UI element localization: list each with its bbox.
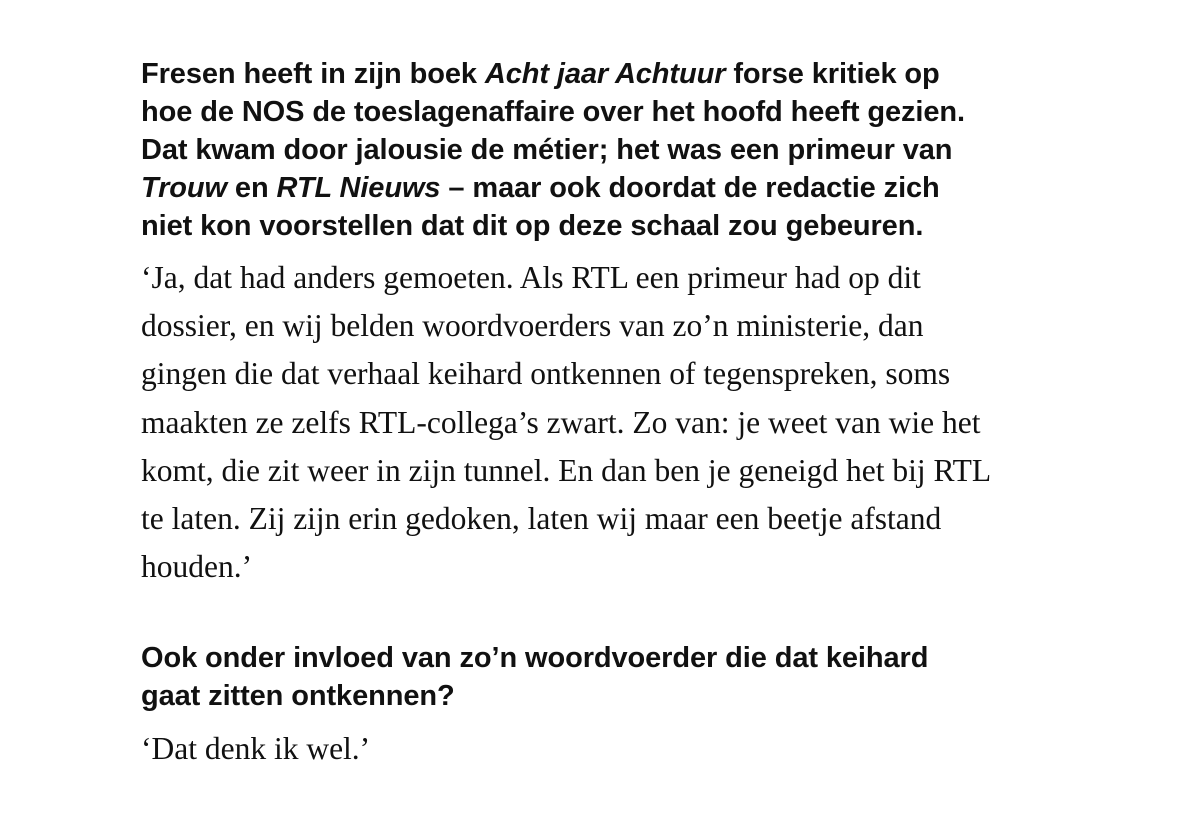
interview-answer-2 [141, 725, 1121, 773]
book-title: Acht jaar Achtuur [484, 58, 726, 90]
broadcaster-name: RTL Nieuws [276, 172, 441, 204]
answer-line: dossier, en wij belden woordvoerders van zo’n ministerie, dan [141, 308, 924, 344]
answer-line: houden.’ [141, 549, 253, 585]
answer-line: te laten. Zij zijn erin gedoken, laten wij maar een beetje afstand [141, 501, 942, 537]
answer-line: maakten ze zelfs RTL-collega’s zwart. Zo van: je weet van wie het [141, 404, 981, 440]
question-line: Trouw en RTL Nieuws – maar ook doordat de redactie zich [141, 172, 940, 204]
answer-line: gingen die dat verhaal keihard ontkennen of tegenspreken, soms [141, 356, 951, 392]
question-line: gaat zitten ontkennen? [141, 680, 455, 712]
interview-answer-1 [141, 254, 1121, 591]
question-line: niet kon voorstellen dat dit op deze schaal zou gebeuren. [141, 210, 924, 242]
question-line: hoe de NOS de toeslagenaffaire over het hoofd heeft gezien. [141, 96, 965, 128]
newspaper-name: Trouw [141, 172, 227, 204]
question-line: Dat kwam door jalousie de métier; het was een primeur van [141, 134, 953, 166]
answer-line: ‘Ja, dat had anders gemoeten. Als RTL een primeur had op dit [141, 260, 921, 295]
question-line: Fresen heeft in zijn boek Acht jaar Achtuur forse kritiek op [141, 58, 940, 90]
interview-question-1 [141, 55, 1121, 245]
question-line: Ook onder invloed van zo’n woordvoerder die dat keihard [141, 642, 929, 674]
interview-question-2 [141, 639, 1121, 715]
answer-line: komt, die zit weer in zijn tunnel. En dan ben je geneigd het bij RTL [141, 452, 992, 488]
answer-line: ‘Dat denk ik wel.’ [141, 731, 371, 766]
